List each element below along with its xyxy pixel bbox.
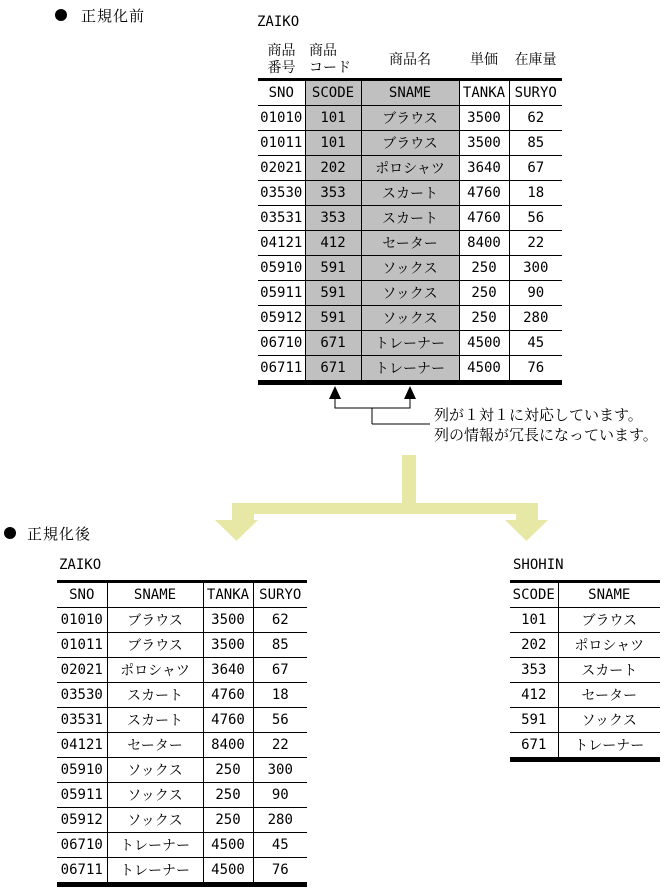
table-row [258,106,562,131]
column-header: TANKA [203,582,253,608]
zaiko-before-table-container [258,78,562,385]
cell: 3640 [203,658,253,683]
cell: 05912 [258,306,305,331]
table-row [57,783,307,808]
cell: セーター [558,683,660,708]
table-row [258,131,562,156]
cell: 18 [253,683,307,708]
header-row [510,582,660,608]
cell: スカート [558,658,660,683]
table-row [57,733,307,758]
cell: 01010 [258,106,305,131]
cell: 4500 [203,833,253,858]
cell: 67 [509,156,562,181]
cell: スカート [107,708,203,733]
cell: 250 [203,783,253,808]
table-row [510,683,660,708]
cell: 02021 [258,156,305,181]
jp-column-header: 商品 番号 [267,42,296,75]
annotation-line2: 列の情報が冗長になっています。 [434,427,658,444]
up-arrow-icon [404,386,416,408]
cell: 250 [459,281,509,306]
table-row [510,733,660,760]
cell: ソックス [107,808,203,833]
jp-column-header: 商品名 [389,50,431,67]
table-name-zaiko-after: ZAIKO [59,557,102,573]
cell: 412 [510,683,558,708]
cell: 90 [253,783,307,808]
column-header: SNO [258,80,305,106]
bracket-connector [335,408,431,424]
cell: 03531 [258,206,305,231]
cell: 62 [253,608,307,633]
flow-arrow-icon [215,455,548,541]
table-row [510,658,660,683]
annotation-line1: 列が１対１に対応しています。 [434,407,643,424]
cell: 02021 [57,658,107,683]
cell: ポロシャツ [107,658,203,683]
zaiko_after-table [57,580,307,887]
table-row [57,658,307,683]
cell: 67 [253,658,307,683]
table-row [258,181,562,206]
cell: 06711 [260,360,303,376]
header-row [258,80,562,106]
cell: 03530 [57,683,107,708]
column-header: SNAME [558,582,660,608]
cell: ソックス [361,256,459,281]
cell: 04121 [258,231,305,256]
cell: スカート [361,181,459,206]
table-row [57,858,307,885]
cell: ソックス [107,758,203,783]
cell: ブラウス [107,608,203,633]
cell: トレーナー [361,331,459,356]
cell: 3500 [459,131,509,156]
cell: 101 [510,608,558,633]
cell: 05911 [258,281,305,306]
table-row [258,306,562,331]
cell: 05910 [57,758,107,783]
cell: 353 [305,206,361,231]
zaiko-after-table-container [57,580,307,887]
cell: セーター [361,231,459,256]
cell: 412 [305,231,361,256]
cell: 05912 [57,808,107,833]
cell: 250 [203,808,253,833]
cell: 4500 [203,858,253,885]
cell: 671 [305,331,361,356]
section-title-after: 正規化後 [27,526,92,543]
cell: 591 [305,306,361,331]
japanese-column-headers [258,40,562,78]
cell: 22 [253,733,307,758]
cell: 4760 [203,683,253,708]
jp-column-header: 商品 コード [309,42,351,75]
cell: 3500 [459,106,509,131]
cell: 353 [510,658,558,683]
cell: 250 [459,256,509,281]
cell: 3640 [459,156,509,181]
cell: スカート [107,683,203,708]
cell: 85 [253,633,307,658]
table-name-zaiko-before: ZAIKO [257,14,300,30]
table-row [57,608,307,633]
table-row [510,633,660,658]
column-header: SNO [57,582,107,608]
cell: 101 [305,106,361,131]
column-header: SURYO [509,80,562,106]
cell: トレーナー [558,733,660,760]
cell: 250 [203,758,253,783]
cell: 03530 [258,181,305,206]
zaiko_before-table [258,78,562,385]
cell: 4760 [203,708,253,733]
cell: ブラウス [107,633,203,658]
cell: 202 [510,633,558,658]
cell: 3500 [203,608,253,633]
cell: ソックス [107,783,203,808]
cell: 01011 [258,131,305,156]
up-arrow-icon [329,386,341,408]
cell: 671 [521,737,547,753]
column-header: SNAME [361,80,459,106]
cell: 280 [509,306,562,331]
column-header: SCODE [305,80,361,106]
table-row [510,608,660,633]
table-row [258,206,562,231]
bullet-icon [4,527,16,539]
cell: 300 [253,758,307,783]
cell: 76 [253,858,307,885]
cell: 45 [253,833,307,858]
cell: 85 [509,131,562,156]
cell: 56 [253,708,307,733]
bullet-icon [55,9,67,21]
column-header: TANKA [459,80,509,106]
column-header: SNAME [107,582,203,608]
table-row [57,683,307,708]
cell: ソックス [558,708,660,733]
table-row [258,256,562,281]
cell: トレーナー [107,858,203,885]
cell: 4760 [459,206,509,231]
table-row [258,231,562,256]
cell: 591 [305,256,361,281]
cell: 90 [509,281,562,306]
cell: ブラウス [558,608,660,633]
table-row [57,633,307,658]
cell: 4500 [459,331,509,356]
cell: 300 [509,256,562,281]
cell: 01010 [57,608,107,633]
table-row [57,833,307,858]
cell: 101 [305,131,361,156]
table-row [510,708,660,733]
cell: 591 [305,281,361,306]
cell: 06711 [60,862,103,878]
table-row [57,808,307,833]
cell: 3500 [203,633,253,658]
cell: セーター [107,733,203,758]
cell: 45 [509,331,562,356]
cell: トレーナー [107,833,203,858]
header-row [57,582,307,608]
column-header: SCODE [510,582,558,608]
cell: ブラウス [361,131,459,156]
cell: 8400 [203,733,253,758]
annotation-text [434,406,658,446]
cell: 4500 [459,356,509,383]
cell: 353 [305,181,361,206]
cell: 04121 [57,733,107,758]
cell: 03531 [57,708,107,733]
cell: 280 [253,808,307,833]
cell: 76 [509,356,562,383]
section-title-before: 正規化前 [81,8,146,25]
shohin-table-container [510,580,660,762]
cell: 18 [509,181,562,206]
table-row [57,758,307,783]
cell: 22 [509,231,562,256]
cell: スカート [361,206,459,231]
cell: 06710 [57,833,107,858]
table-row [258,156,562,181]
cell: ポロシャツ [361,156,459,181]
table-row [258,356,562,383]
cell: 06710 [258,331,305,356]
cell: 671 [305,356,361,383]
table-row [258,331,562,356]
cell: 4760 [459,181,509,206]
cell: 05911 [57,783,107,808]
cell: 62 [509,106,562,131]
cell: ソックス [361,281,459,306]
jp-column-header: 単価 [470,50,498,67]
table-row [57,708,307,733]
cell: 01011 [57,633,107,658]
cell: ブラウス [361,106,459,131]
cell: 05910 [258,256,305,281]
cell: ポロシャツ [558,633,660,658]
cell: 56 [509,206,562,231]
column-header: SURYO [253,582,307,608]
cell: トレーナー [361,356,459,383]
shohin-table [510,580,660,762]
table-row [258,281,562,306]
cell: ソックス [361,306,459,331]
table-name-shohin: SHOHIN [513,557,564,573]
cell: 202 [305,156,361,181]
cell: 8400 [459,231,509,256]
cell: 591 [510,708,558,733]
cell: 250 [459,306,509,331]
jp-column-header: 在庫量 [514,50,557,67]
